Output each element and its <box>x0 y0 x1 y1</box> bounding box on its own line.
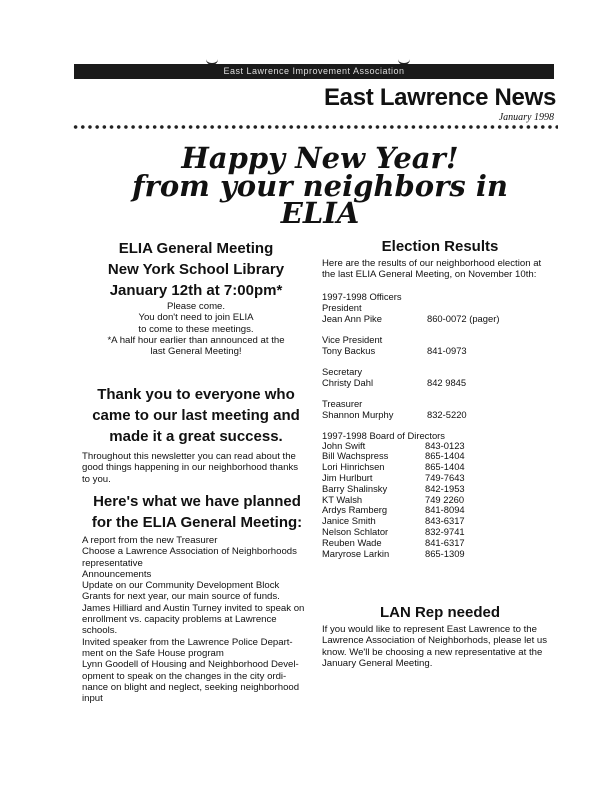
thanks-text-line: Throughout this newsletter you can read about the <box>82 451 296 462</box>
board-name: Maryrose Larkin <box>322 547 390 559</box>
thanks-text-line: good things happening in our neighborhood thanks <box>82 462 299 474</box>
thanks-heading-line: came to our last meeting and <box>92 407 300 424</box>
board-label: 1997-1998 Board of Directors <box>322 429 445 441</box>
meeting-title: ELIA General Meeting <box>118 240 274 257</box>
election-heading: Election Results <box>381 238 499 255</box>
officer-title: Secretary <box>322 365 363 377</box>
board-phone: 842-1953 <box>425 482 465 494</box>
agenda-line: Lynn Goodell of Housing and Neighborhood Devel- <box>82 659 299 671</box>
thanks-text-line: to you. <box>82 473 111 485</box>
agenda-line: input <box>82 693 103 705</box>
election-section <box>322 236 558 559</box>
lan-rep-section <box>322 602 558 669</box>
agenda-line: representative <box>82 557 143 569</box>
board-phone: 841-8094 <box>425 504 465 516</box>
thanks-heading-line: made it a great success. <box>109 428 283 445</box>
headline-line-3: ELIA <box>280 196 360 230</box>
officer-row <box>322 377 558 388</box>
board-phone: 843-0123 <box>425 439 465 451</box>
election-intro-line: the last ELIA General Meeting, on November 10th: <box>322 269 537 281</box>
board-name: Ardys Ramberg <box>322 504 388 516</box>
board-phone: 865-1309 <box>425 547 465 559</box>
board-name: Jim Hurlburt <box>322 471 373 483</box>
masthead-banner: East Lawrence Improvement Association <box>74 64 554 79</box>
lan-rep-text-line: know. We'll be choosing a new representative at the <box>322 646 543 658</box>
agenda-line: A report from the new Treasurer <box>82 535 218 546</box>
thanks-heading-line: Thank you to everyone who <box>97 386 295 403</box>
agenda-line: nance on blight and neglect, seeking neighborhood <box>82 681 300 693</box>
lan-rep-text-line: Lawrence Association of Neighborhods, please let us <box>322 635 548 647</box>
meeting-time: January 12th at 7:00pm* <box>109 282 283 299</box>
meeting-note: You don't need to join ELIA <box>138 312 254 324</box>
board-name: Nelson Schlator <box>322 525 389 537</box>
officer-phone: 860-0072 (pager) <box>427 312 500 324</box>
board-row <box>322 484 558 495</box>
officer-name: Shannon Murphy <box>322 408 394 420</box>
meeting-note: *A half hour earlier than announced at the <box>107 334 285 346</box>
officer-title: Treasurer <box>322 397 363 409</box>
agenda-line: Grants for next year, our main source of funds. <box>82 591 280 603</box>
meeting-note: Please come. <box>166 301 226 312</box>
board-row <box>322 538 558 549</box>
lan-rep-text-line: January General Meeting. <box>322 657 433 669</box>
officer-name: Tony Backus <box>322 344 376 356</box>
board-phone: 749-7643 <box>425 471 465 483</box>
board-phone: 749 2260 <box>425 493 465 505</box>
officer-row <box>322 345 558 356</box>
dotted-divider <box>72 124 558 130</box>
agenda-section <box>82 491 312 704</box>
election-intro-line: Here are the results of our neighborhood election at <box>322 258 542 269</box>
agenda-line: ment on the Safe House program <box>82 647 224 659</box>
board-name: Lori Hinrichsen <box>322 461 385 473</box>
lan-rep-text-line: If you would like to represent East Lawrence to the <box>322 624 537 635</box>
agenda-line: Announcements <box>82 568 152 580</box>
officer-phone: 842 9845 <box>427 376 467 388</box>
officer-title: Vice President <box>322 333 383 345</box>
agenda-line: Update on our Community Development Block <box>82 580 280 592</box>
agenda-line: James Hilliard and Austin Turney invited to speak on <box>82 602 305 614</box>
officer-name: Christy Dahl <box>322 376 374 388</box>
board-name: KT Walsh <box>322 493 363 505</box>
agenda-line: schools. <box>82 625 118 637</box>
lan-rep-heading: LAN Rep needed <box>379 604 500 621</box>
board-name: John Swift <box>322 439 366 451</box>
board-phone: 841-6317 <box>425 536 465 548</box>
meeting-note: to come to these meetings. <box>138 323 254 335</box>
board-phone: 832-9741 <box>425 525 465 537</box>
board-name: Bill Wachspress <box>322 450 389 462</box>
agenda-line: Choose a Lawrence Association of Neighborhoods <box>82 546 297 558</box>
officers-label: 1997-1998 Officers <box>322 290 402 302</box>
officer-title: President <box>322 301 362 313</box>
board-phone: 843-6317 <box>425 515 465 527</box>
agenda-heading-line: for the ELIA General Meeting: <box>91 514 303 531</box>
officer-row <box>322 313 558 324</box>
agenda-line: Invited speaker from the Lawrence Police Depart- <box>82 636 293 648</box>
headline-line-1: Happy New Year! <box>181 141 459 175</box>
board-phone: 865-1404 <box>425 461 465 473</box>
board-name: Janice Smith <box>322 515 376 527</box>
officer-phone: 832-5220 <box>427 408 467 420</box>
thanks-section <box>82 384 310 485</box>
meeting-note: last General Meeting! <box>150 346 242 358</box>
meeting-section <box>82 238 310 357</box>
board-name: Barry Shalinsky <box>322 482 388 494</box>
officer-phone: 841-0973 <box>427 344 467 356</box>
agenda-line: opment to speak on the changes in the city ordi- <box>82 670 287 682</box>
officer-row <box>322 409 558 420</box>
meeting-location: New York School Library <box>107 261 285 278</box>
agenda-line: enrollment vs. capacity problems at Lawrence <box>82 614 277 626</box>
newsletter-title: East Lawrence News <box>323 84 556 111</box>
issue-date: January 1998 <box>498 112 554 123</box>
board-name: Reuben Wade <box>322 536 382 548</box>
headline-line-2: from your neighbors in <box>132 169 508 203</box>
officer-name: Jean Ann Pike <box>322 312 382 324</box>
agenda-heading-line: Here's what we have planned <box>93 493 301 510</box>
board-row <box>322 549 558 560</box>
board-phone: 865-1404 <box>425 450 465 462</box>
